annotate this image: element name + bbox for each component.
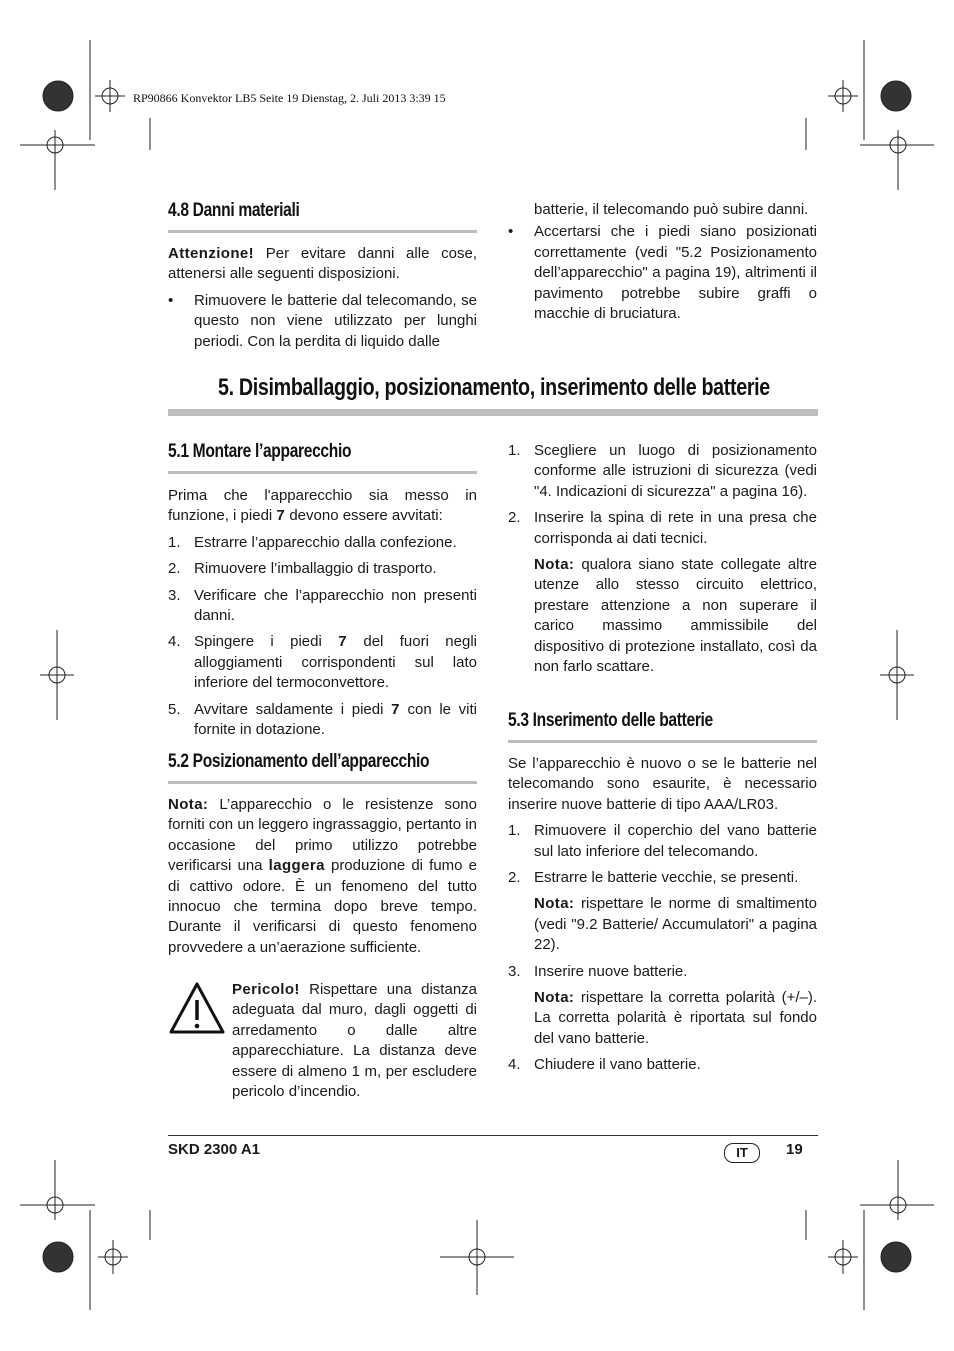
chapter-rule <box>168 409 818 416</box>
section-5-1 <box>168 486 477 746</box>
list-item: 3. Inserire nuove batterie. <box>508 962 688 980</box>
section-5-2-steps <box>508 441 817 683</box>
page-number: 19 <box>786 1141 803 1158</box>
heading-5-1: 5.1 Montare l’apparecchio <box>168 441 352 462</box>
list-item: 1. Rimuovere il coperchio del vano batterie sul lato inferiore del telecomando. <box>508 822 817 860</box>
paragraph: Attenzione! Per evitare danni alle cose, attenersi alle seguenti disposizioni. <box>168 245 477 283</box>
list-item: 2. Inserire la spina di rete in una presa che corrisponda ai dati tecnici. <box>508 509 817 547</box>
bullet-item: • Accertarsi che i piedi siano posizionati correttamente (vedi "5.2 Posizionamento dell’apparecchio" a pagina 19), altrimenti il pavimento potrebbe subire graffi o macchie di bruciatura. <box>508 223 817 323</box>
heading-rule <box>508 740 817 743</box>
heading-rule <box>168 781 477 784</box>
heading-5-2: 5.2 Posizionamento dell’apparecchio <box>168 751 430 772</box>
list-item: 1. Scegliere un luogo di posizionamento conforme alle istruzioni di sicurezza (vedi "4. Indicazioni di sicurezza" a pagina 16). <box>508 442 817 500</box>
bullet-continuation: batterie, il telecomando può subire danni. <box>534 201 809 218</box>
warning-triangle-icon <box>168 980 226 1038</box>
note: Nota: rispettare la corretta polarità (+/–). La corretta polarità è riportata sul fondo del vano batterie. <box>534 989 817 1047</box>
list-item: 3. Verificare che l’apparecchio non presenti danni. <box>168 586 477 625</box>
heading-5-3: 5.3 Inserimento delle batterie <box>508 710 713 731</box>
list-item: 4. Spingere i piedi 7 del fuori negli alloggiamenti corrispondenti sul lato inferiore del termoconvettore. <box>168 633 477 692</box>
print-slug: RP90866 Konvektor LB5 Seite 19 Dienstag, 2. Juli 2013 3:39 15 <box>133 91 446 105</box>
paragraph: Nota: L’apparecchio o le resistenze sono forniti con un leggero ingrassaggio, pertanto in occasione del primo utilizzo potrebbe verificarsi una laggera produzione di fumo e di cattivo odore. È un fenomeno del tutto innocuo che termina dopo breve tempo. Durante il verificarsi di questo fenomeno provvedere a un’aerazione sufficiente. <box>168 796 477 956</box>
heading-4-8: 4.8 Danni materiali <box>168 200 300 221</box>
section-4-8-left <box>168 244 477 358</box>
chapter-heading: 5. Disimballaggio, posizionamento, inserimento delle batterie <box>218 374 770 401</box>
language-badge: IT <box>724 1143 760 1163</box>
list-item: 1. Estrarre l’apparecchio dalla confezione. <box>168 533 457 551</box>
heading-rule <box>168 471 477 474</box>
section-4-8-right <box>508 200 817 330</box>
danger-note: Pericolo! Rispettare una distanza adeguata dal muro, dagli oggetti di arredamento o dalle altre apparecchiature. La distanza deve essere di almeno 1 m, per escludere pericolo d’incendio. <box>232 981 477 1101</box>
list-item: 5. Avvitare saldamente i piedi 7 con le viti fornite in dotazione. <box>168 700 477 739</box>
heading-rule <box>168 230 477 233</box>
model-number: SKD 2300 A1 <box>168 1141 260 1158</box>
list-item: 4. Chiudere il vano batterie. <box>508 1056 701 1074</box>
footer-rule <box>168 1135 818 1136</box>
section-5-2-note <box>168 795 477 964</box>
paragraph: Se l’apparecchio è nuovo o se le batterie nel telecomando sono esaurite, è necessario inserire nuove batterie di tipo AAA/LR03. <box>508 755 817 813</box>
note: Nota: rispettare le norme di smaltimento (vedi "9.2 Batterie/ Accumulatori" a pagina 22). <box>534 895 817 954</box>
section-5-3 <box>508 754 817 1082</box>
list-item: 2. Estrarre le batterie vecchie, se presenti. <box>508 869 799 887</box>
paragraph: Prima che l'apparecchio sia messo in funzione, i piedi 7 devono essere avvitati: <box>168 487 477 525</box>
note: Nota: qualora siano state collegate altre utenze allo stesso circuito elettrico, prestare attenzione a non superare il carico massimo ammissibile del dispositivo di protezione installato, così da non farlo scattare. <box>534 556 817 676</box>
list-item: 2. Rimuovere l’imballaggio di trasporto. <box>168 560 437 578</box>
bullet-item: • Rimuovere le batterie dal telecomando, se questo non viene utilizzato per lunghi periodi. Con la perdita di liquido dalle <box>168 291 477 350</box>
